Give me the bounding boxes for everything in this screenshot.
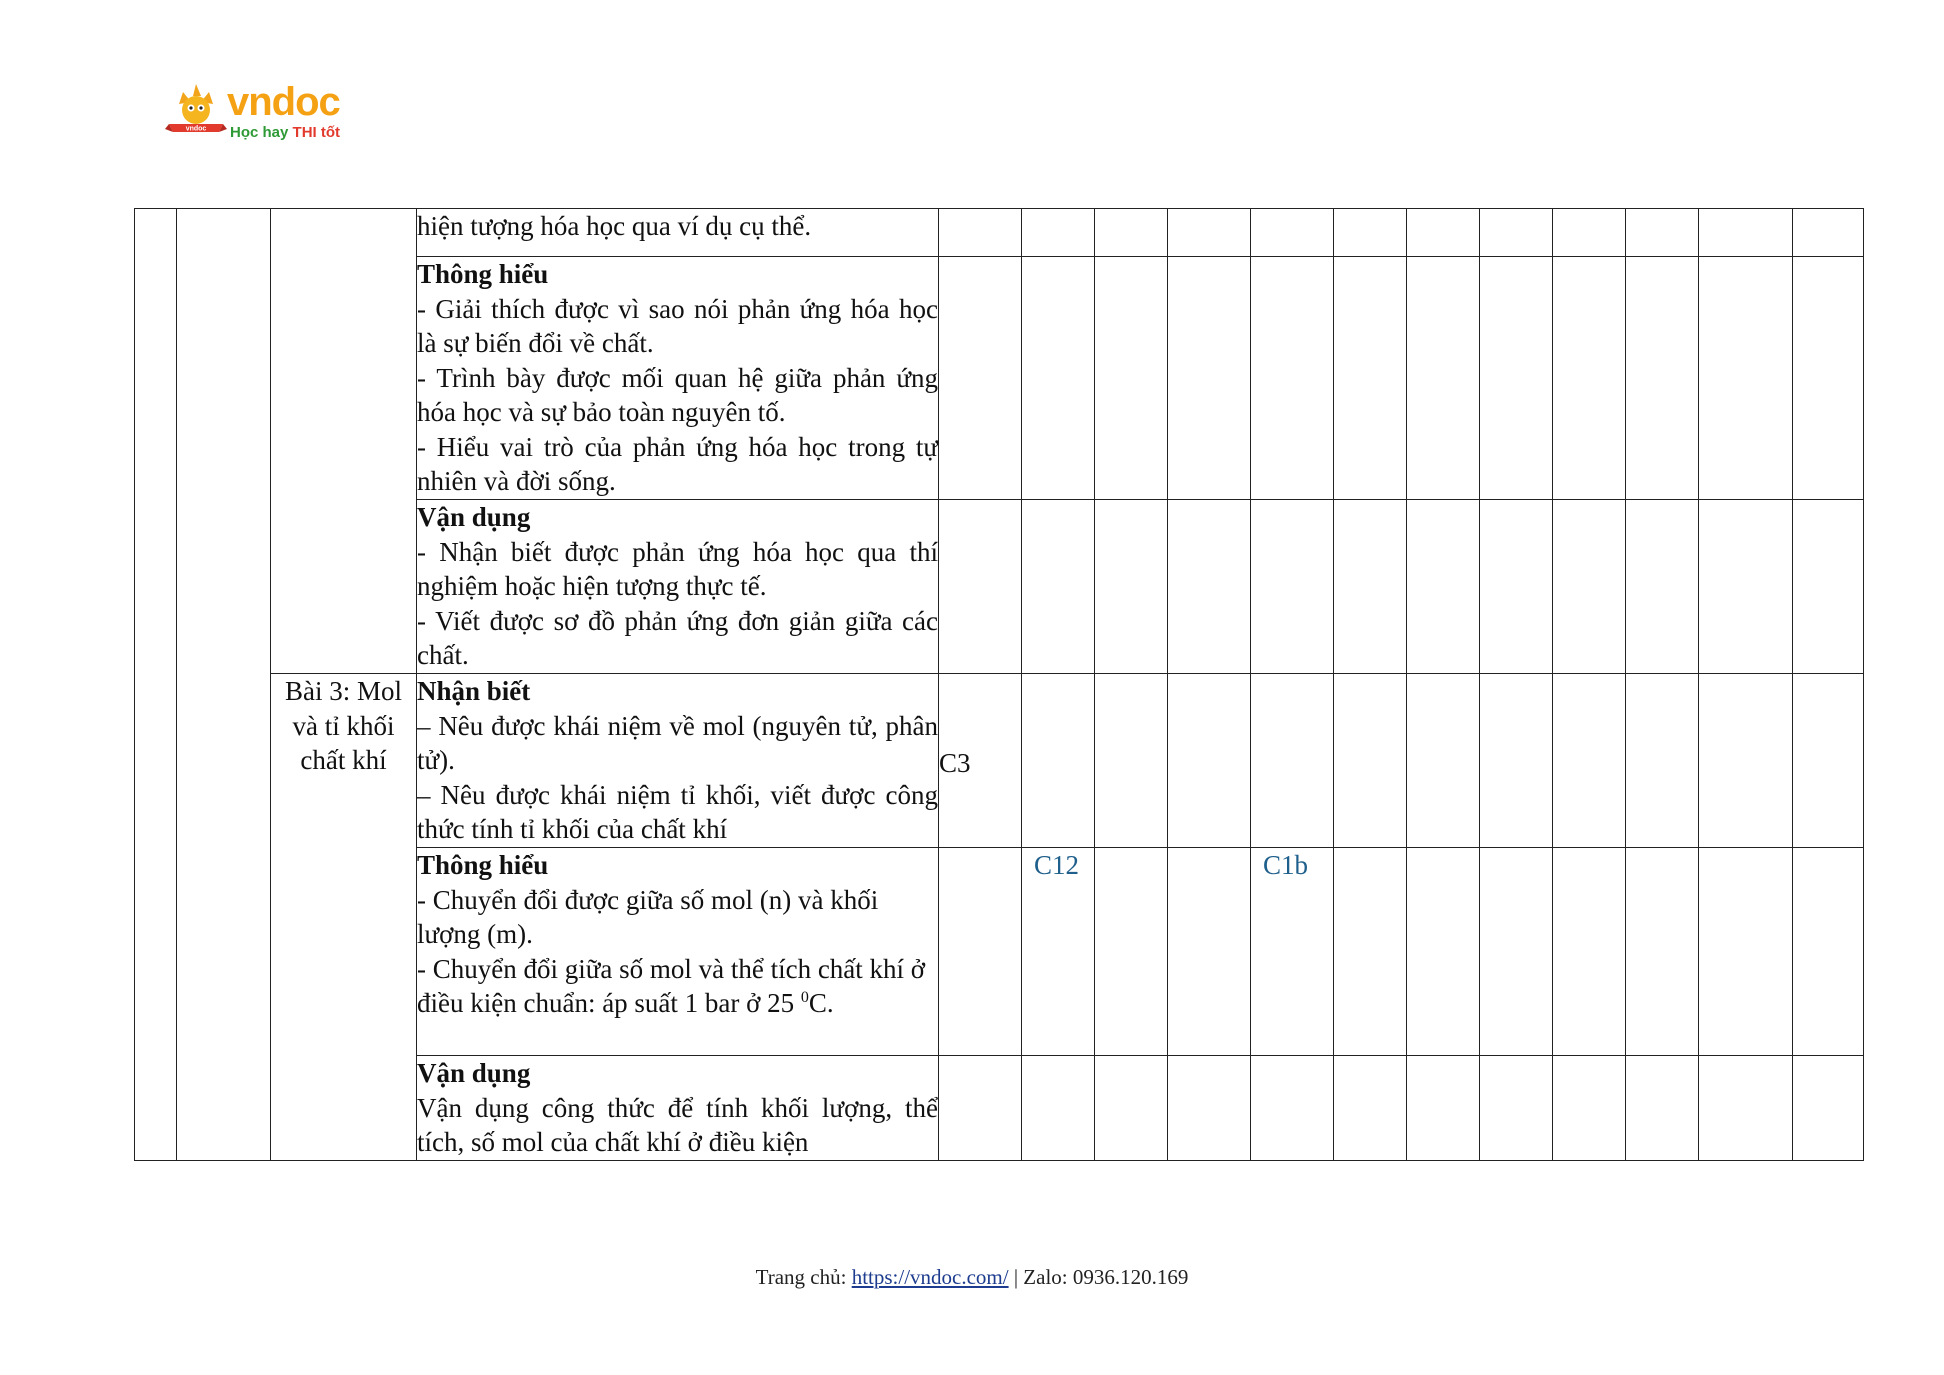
content-line: - Viết được sơ đồ phản ứng đơn giản giữa các chất.	[417, 605, 938, 670]
grid-cell	[1095, 674, 1168, 848]
content-line: - Giải thích được vì sao nói phản ứng hóa học là sự biến đổi về chất.	[417, 293, 938, 358]
content-cell	[417, 674, 939, 848]
unit-text: C.	[808, 988, 834, 1018]
logo-tagline-prefix: Học hay	[230, 124, 289, 141]
content-line: - Trình bày được mối quan hệ giữa phản ứng hóa học và sự bảo toàn nguyên tố.	[417, 362, 938, 427]
grid-cell	[939, 257, 1022, 500]
blank-cell	[177, 209, 271, 1161]
question-code: C3	[939, 748, 971, 778]
grid-cell	[1022, 1056, 1095, 1161]
content-line	[417, 952, 938, 1021]
superscript-text: 0	[800, 989, 809, 1006]
grid-cell	[1334, 1056, 1407, 1161]
grid-cell	[1407, 209, 1480, 257]
content-cell	[417, 848, 939, 1056]
grid-cell	[1626, 674, 1699, 848]
content-cell	[417, 257, 939, 500]
grid-cell	[1334, 674, 1407, 848]
grid-cell	[1251, 209, 1334, 257]
level-heading: Vận dụng	[417, 502, 531, 532]
grid-cell	[1168, 500, 1251, 674]
content-cell	[417, 500, 939, 674]
grid-cell	[1251, 674, 1334, 848]
question-code: C1b	[1263, 850, 1309, 880]
grid-cell	[1334, 209, 1407, 257]
grid-cell	[1553, 500, 1626, 674]
grid-cell	[1168, 674, 1251, 848]
grid-cell	[1626, 500, 1699, 674]
level-heading: Thông hiểu	[417, 850, 549, 880]
page-footer	[0, 1265, 1944, 1290]
grid-cell	[1022, 674, 1095, 848]
grid-cell	[1251, 500, 1334, 674]
logo-brand: vndoc	[227, 80, 340, 124]
content-line: - Chuyển đổi được giữa số mol (n) và khối lượng (m).	[417, 884, 879, 949]
grid-cell	[1699, 500, 1793, 674]
grid-cell	[1480, 674, 1553, 848]
grid-cell	[1793, 257, 1864, 500]
table-row	[135, 209, 1864, 257]
content-text: hiện tượng hóa học qua ví dụ cụ thể.	[417, 211, 812, 241]
grid-cell	[1480, 209, 1553, 257]
grid-cell	[1793, 500, 1864, 674]
grid-cell	[1334, 848, 1407, 1056]
grid-cell	[1699, 209, 1793, 257]
blank-cell	[135, 209, 177, 1161]
grid-cell	[1095, 848, 1168, 1056]
grid-cell	[1251, 257, 1334, 500]
grid-cell	[1553, 674, 1626, 848]
question-code-cell	[1251, 848, 1334, 1056]
question-code: C12	[1034, 850, 1080, 880]
logo-badge-text: vndoc	[185, 125, 207, 133]
level-heading: Thông hiểu	[417, 259, 549, 289]
grid-cell	[1251, 1056, 1334, 1161]
grid-cell	[1095, 500, 1168, 674]
grid-cell	[1793, 848, 1864, 1056]
logo-tagline-accent: THI tốt	[292, 124, 341, 141]
grid-cell	[1022, 500, 1095, 674]
content-cell	[417, 1056, 939, 1161]
mascot-icon	[165, 80, 227, 142]
question-code-cell	[939, 674, 1022, 848]
table-row	[135, 674, 1864, 848]
content-line: – Nêu được khái niệm tỉ khối, viết được công thức tính tỉ khối của chất khí	[417, 779, 938, 844]
grid-cell	[1553, 848, 1626, 1056]
homepage-link[interactable]: https://vndoc.com/	[851, 1265, 1009, 1289]
grid-cell	[1407, 500, 1480, 674]
grid-cell	[1095, 1056, 1168, 1161]
grid-cell	[1793, 209, 1864, 257]
lesson-cell	[271, 674, 417, 1161]
grid-cell	[939, 500, 1022, 674]
grid-cell	[1168, 257, 1251, 500]
lesson-cell	[271, 209, 417, 674]
lesson-title: Bài 3: Mol và tỉ khối chất khí	[284, 676, 402, 775]
grid-cell	[939, 1056, 1022, 1161]
grid-cell	[939, 848, 1022, 1056]
grid-cell	[1095, 257, 1168, 500]
content-line: - Nhận biết được phản ứng hóa học qua thí nghiệm hoặc hiện tượng thực tế.	[417, 536, 938, 601]
footer-label: Trang chủ:	[755, 1265, 852, 1289]
grid-cell	[1793, 674, 1864, 848]
logo-tagline	[230, 124, 340, 141]
grid-cell	[1626, 848, 1699, 1056]
grid-cell	[1407, 257, 1480, 500]
content-text: - Chuyển đổi giữa số mol và thể tích chất khí ở điều kiện chuẩn: áp suất 1 bar ở 25	[417, 953, 926, 1018]
grid-cell	[1407, 674, 1480, 848]
grid-cell	[1168, 1056, 1251, 1161]
grid-cell	[1334, 500, 1407, 674]
grid-cell	[1699, 848, 1793, 1056]
grid-cell	[1626, 209, 1699, 257]
grid-cell	[1022, 209, 1095, 257]
vndoc-logo[interactable]	[165, 80, 365, 150]
grid-cell	[1480, 500, 1553, 674]
grid-cell	[1095, 209, 1168, 257]
grid-cell	[1407, 1056, 1480, 1161]
grid-cell	[1553, 209, 1626, 257]
level-heading: Vận dụng	[417, 1058, 531, 1088]
grid-cell	[1022, 257, 1095, 500]
footer-contact: | Zalo: 0936.120.169	[1008, 1265, 1189, 1289]
grid-cell	[1626, 1056, 1699, 1161]
grid-cell	[1553, 1056, 1626, 1161]
question-code-cell	[1022, 848, 1095, 1056]
grid-cell	[1793, 1056, 1864, 1161]
grid-cell	[1480, 1056, 1553, 1161]
grid-cell	[1699, 1056, 1793, 1161]
grid-cell	[1626, 257, 1699, 500]
grid-cell	[1334, 257, 1407, 500]
grid-cell	[1407, 848, 1480, 1056]
grid-cell	[1168, 848, 1251, 1056]
grid-cell	[1480, 848, 1553, 1056]
grid-cell	[1480, 257, 1553, 500]
content-line: Vận dụng công thức để tính khối lượng, thể tích, số mol của chất khí ở điều kiện	[417, 1092, 938, 1157]
content-cell	[417, 209, 939, 257]
grid-cell	[1699, 257, 1793, 500]
grid-cell	[1168, 209, 1251, 257]
grid-cell	[939, 209, 1022, 257]
grid-cell	[1699, 674, 1793, 848]
content-line: – Nêu được khái niệm về mol (nguyên tử, phân tử).	[417, 710, 938, 775]
content-line: - Hiểu vai trò của phản ứng hóa học trong tự nhiên và đời sống.	[417, 431, 938, 496]
grid-cell	[1553, 257, 1626, 500]
level-heading: Nhận biết	[417, 676, 531, 706]
specification-table	[134, 208, 1864, 1161]
